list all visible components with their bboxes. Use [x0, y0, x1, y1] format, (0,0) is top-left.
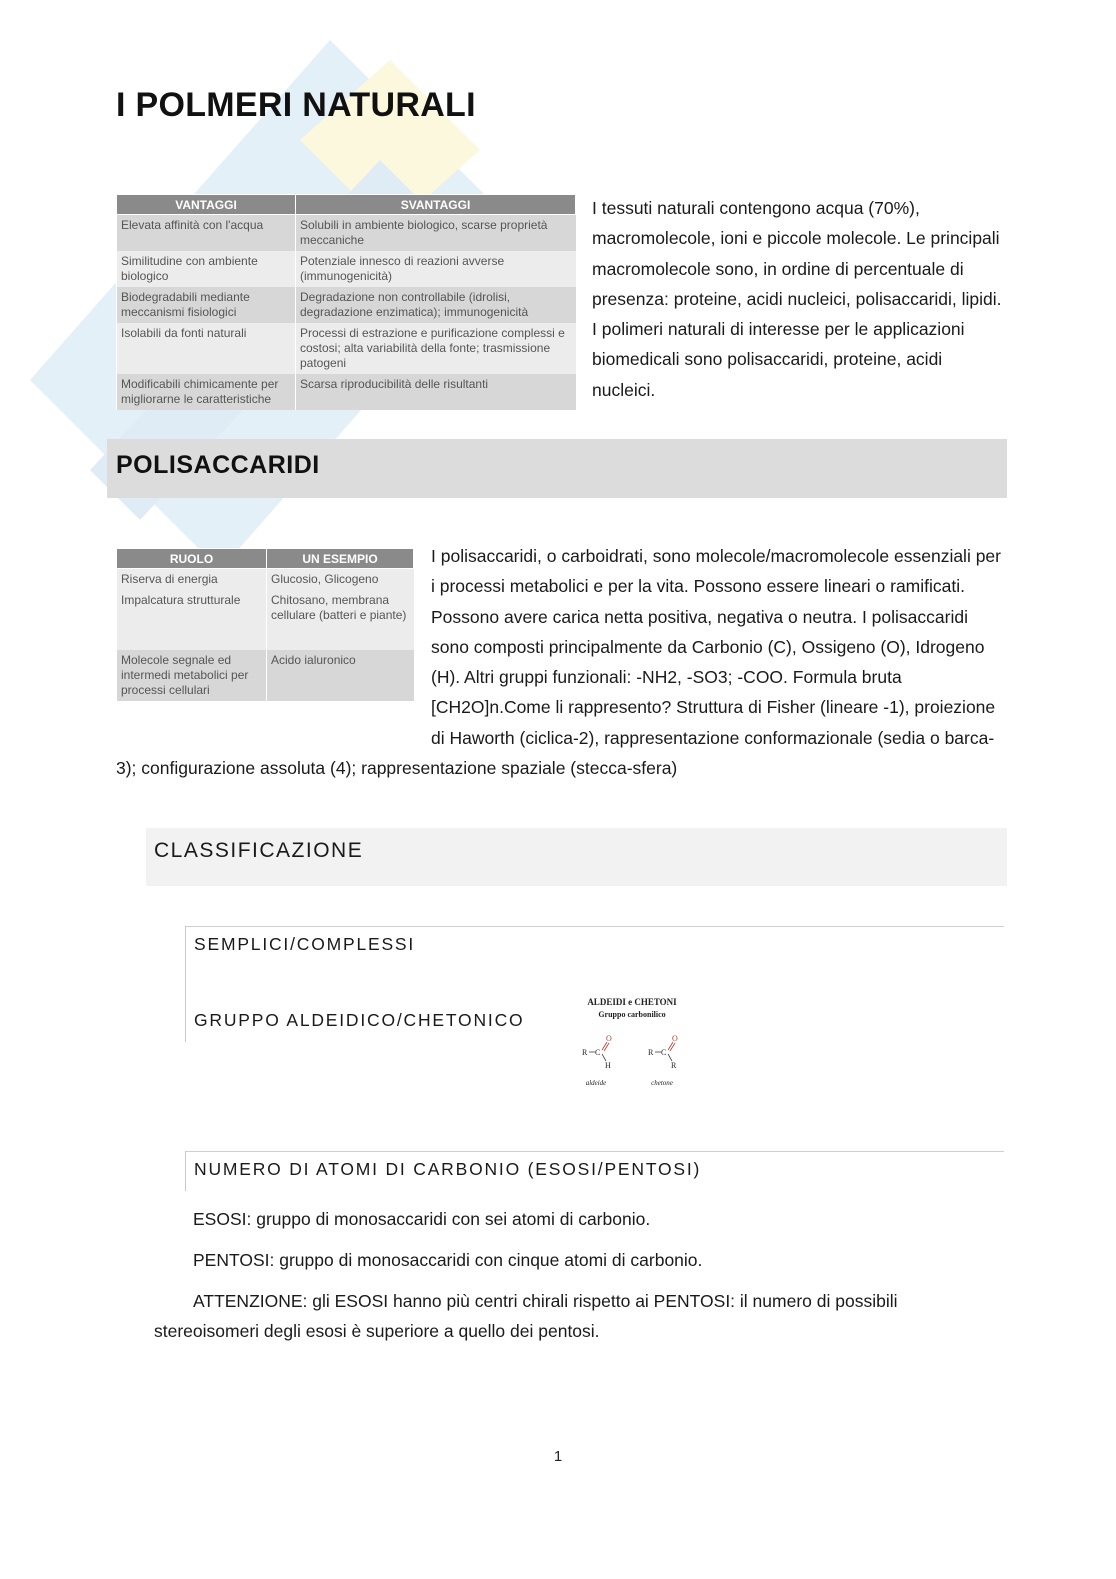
diagram-label: aldeide [585, 1079, 607, 1087]
esosi-paragraph: ESOSI: gruppo di monosaccaridi con sei atomi di carbonio. [193, 1209, 651, 1229]
atom-label: R [671, 1061, 677, 1070]
atom-label: C [595, 1048, 601, 1057]
table-cell: Glucosio, Glicogeno [267, 569, 414, 591]
table-row [117, 215, 576, 252]
table-cell: Scarsa riproducibilità delle risultanti [296, 374, 576, 410]
double-bond-line [602, 1042, 607, 1050]
atom-label: O [606, 1034, 612, 1043]
section-heading-polisaccaridi: POLISACCARIDI [107, 439, 1007, 498]
diagram-subtitle: Gruppo carbonilico [598, 1010, 666, 1019]
table-cell: Biodegradabili mediante meccanismi fisiologici [117, 287, 296, 323]
double-bond-line [668, 1042, 673, 1050]
table-float-spacer [116, 541, 431, 739]
double-bond-line [604, 1043, 609, 1051]
attenzione-paragraph: ATTENZIONE: gli ESOSI hanno più centri chirali rispetto ai PENTOSI: il numero di possibili stereoisomeri degli esosi è superiore a quello dei pentosi. [154, 1291, 898, 1342]
atom-label: R [582, 1048, 588, 1057]
page-title: I POLMERI NATURALI [116, 86, 476, 124]
table-cell: Isolabili da fonti naturali [117, 323, 296, 374]
table-cell: Acido ialuronico [267, 650, 414, 701]
table-row [117, 374, 576, 410]
table-cell: Elevata affinità con l'acqua [117, 215, 296, 252]
table-cell: Processi di estrazione e purificazione complessi e costosi; alta variabilità della fonte; trasmissione patogeni [296, 323, 576, 374]
subheading-group [185, 926, 545, 1042]
table-header: RUOLO [117, 549, 267, 569]
carbonyl-diagram [572, 995, 692, 1090]
table-row [117, 251, 576, 287]
table-cell: Molecole segnale ed intermedi metabolici per processi cellulari [117, 650, 267, 701]
intro-paragraph: I tessuti naturali contengono acqua (70%), macromolecole, ioni e piccole molecole. Le principali macromolecole sono, in ordine di percentuale di presenza: proteine, acidi nucleici, polisaccaridi, lipidi. I polimeri naturali di interesse per le applicazioni biomedicali sono polisaccaridi, proteine, acidi nucleici. [592, 198, 1002, 400]
pentosi-paragraph: PENTOSI: gruppo di monosaccaridi con cinque atomi di carbonio. [193, 1250, 703, 1270]
subheading-numero-atomi: NUMERO DI ATOMI DI CARBONIO (ESOSI/PENTOSI) [185, 1151, 1003, 1191]
page-number: 1 [553, 1448, 563, 1465]
table-cell: Impalcatura strutturale [117, 590, 267, 650]
bond-line [602, 1054, 606, 1061]
table-cell: Chitosano, membrana cellulare (batteri e piante) [267, 590, 414, 650]
subheading-semplici-complessi: SEMPLICI/COMPLESSI [194, 934, 416, 954]
table-header: VANTAGGI [117, 195, 296, 215]
diagram-title: ALDEIDI e CHETONI [587, 997, 677, 1007]
polysaccharides-block [116, 541, 1002, 783]
table-cell: Potenziale innesco di reazioni avverse (immunogenicità) [296, 251, 576, 287]
bond-line [668, 1054, 672, 1061]
table-header: SVANTAGGI [296, 195, 576, 215]
polysaccharides-paragraph: I polisaccaridi, o carboidrati, sono molecole/macromolecole essenziali per i processi metabolici e per la vita. Possono essere lineari o ramificati. Possono avere carica netta positiva, negativa o neutra. I polisaccaridi sono composti principalmente da Carbonio (C), Ossigeno (O), Idrogeno (H). Altri gruppi funzionali: -NH2, -SO3; -COO. Formula bruta [CH2O]n.Come li rappresento? Struttura di Fisher (lineare -1), proiezione di Haworth (ciclica-2), rappresentazione conformazionale (sedia o barca-3); configurazione assoluta (4); rappresentazione spaziale (stecca-sfera) [116, 546, 1001, 779]
table-header: UN ESEMPIO [267, 549, 414, 569]
atom-label: C [661, 1048, 667, 1057]
advantages-table [116, 194, 576, 410]
table-cell: Degradazione non controllabile (idrolisi, degradazione enzimatica); immunogenicità [296, 287, 576, 323]
atom-label: H [605, 1061, 611, 1070]
section-heading-classificazione: CLASSIFICAZIONE [146, 828, 1007, 886]
table-cell: Riserva di energia [117, 569, 267, 591]
atom-label: O [672, 1034, 678, 1043]
double-bond-line [670, 1043, 675, 1051]
table-cell: Solubili in ambiente biologico, scarse proprietà meccaniche [296, 215, 576, 252]
diagram-label: chetone [651, 1079, 673, 1087]
table-row [117, 323, 576, 374]
atom-label: R [648, 1048, 654, 1057]
table-cell: Modificabili chimicamente per migliorarne le caratteristiche [117, 374, 296, 410]
table-cell: Similitudine con ambiente biologico [117, 251, 296, 287]
table-row [117, 287, 576, 323]
subheading-aldeidico-chetonico: GRUPPO ALDEIDICO/CHETONICO [194, 1010, 525, 1030]
